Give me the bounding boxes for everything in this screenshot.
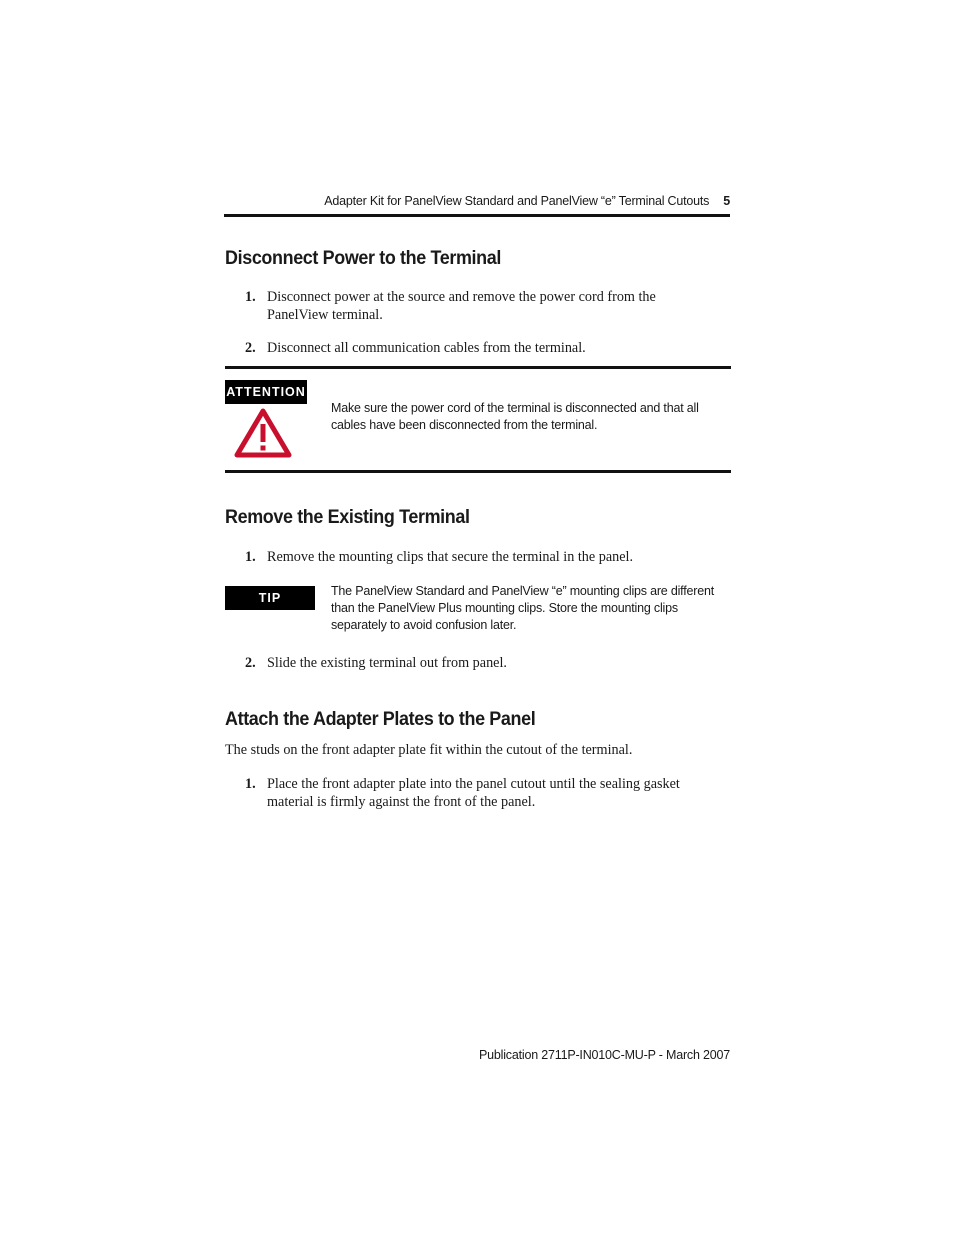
step-text: Place the front adapter plate into the panel cutout until the sealing gasket material is firmly against the front of the panel. <box>267 776 680 810</box>
header-rule <box>224 214 730 217</box>
section-title-remove: Remove the Existing Terminal <box>225 506 470 528</box>
step-number: 1. <box>245 549 256 565</box>
attention-label: ATTENTION <box>225 380 307 404</box>
section-remove-title-wrap <box>225 506 730 529</box>
tip-text: The PanelView Standard and PanelView “e” mounting clips are different than the PanelView Plus mounting clips. Store the mounting clips separately to avoid confusion later. <box>331 584 714 632</box>
section-title-disconnect: Disconnect Power to the Terminal <box>225 247 501 269</box>
step-disconnect-2 <box>225 340 705 358</box>
step-text: Remove the mounting clips that secure the terminal in the panel. <box>267 549 634 565</box>
step-text: Slide the existing terminal out from panel. <box>267 655 507 671</box>
step-number: 1. <box>245 776 256 792</box>
step-text: Disconnect all communication cables from the terminal. <box>267 340 586 356</box>
step-disconnect-1 <box>225 289 705 325</box>
page-number: 5 <box>723 194 730 208</box>
step-remove-1 <box>225 549 705 567</box>
publication-footer: Publication 2711P-IN010C-MU-P - March 2007 <box>479 1048 730 1062</box>
step-number: 2. <box>245 340 256 356</box>
attention-text: Make sure the power cord of the terminal is disconnected and that all cables have been disconnected from the terminal. <box>331 401 699 432</box>
running-header <box>225 191 730 211</box>
section-title-attach: Attach the Adapter Plates to the Panel <box>225 708 536 730</box>
attention-bottom-rule <box>225 470 731 473</box>
step-remove-2 <box>225 655 705 673</box>
section-attach-title-wrap <box>225 708 730 731</box>
step-attach-1 <box>225 776 717 812</box>
step-number: 1. <box>245 289 256 305</box>
running-title: Adapter Kit for PanelView Standard and PanelView “e” Terminal Cutouts <box>324 194 710 208</box>
attention-top-rule <box>225 366 731 369</box>
tip-label: TIP <box>225 586 315 610</box>
attach-intro: The studs on the front adapter plate fit within the cutout of the terminal. <box>225 742 633 758</box>
warning-triangle-icon <box>234 408 292 458</box>
step-number: 2. <box>245 655 256 671</box>
section-disconnect-title-wrap <box>225 247 730 270</box>
step-text: Disconnect power at the source and remove the power cord from the PanelView terminal. <box>267 289 656 323</box>
